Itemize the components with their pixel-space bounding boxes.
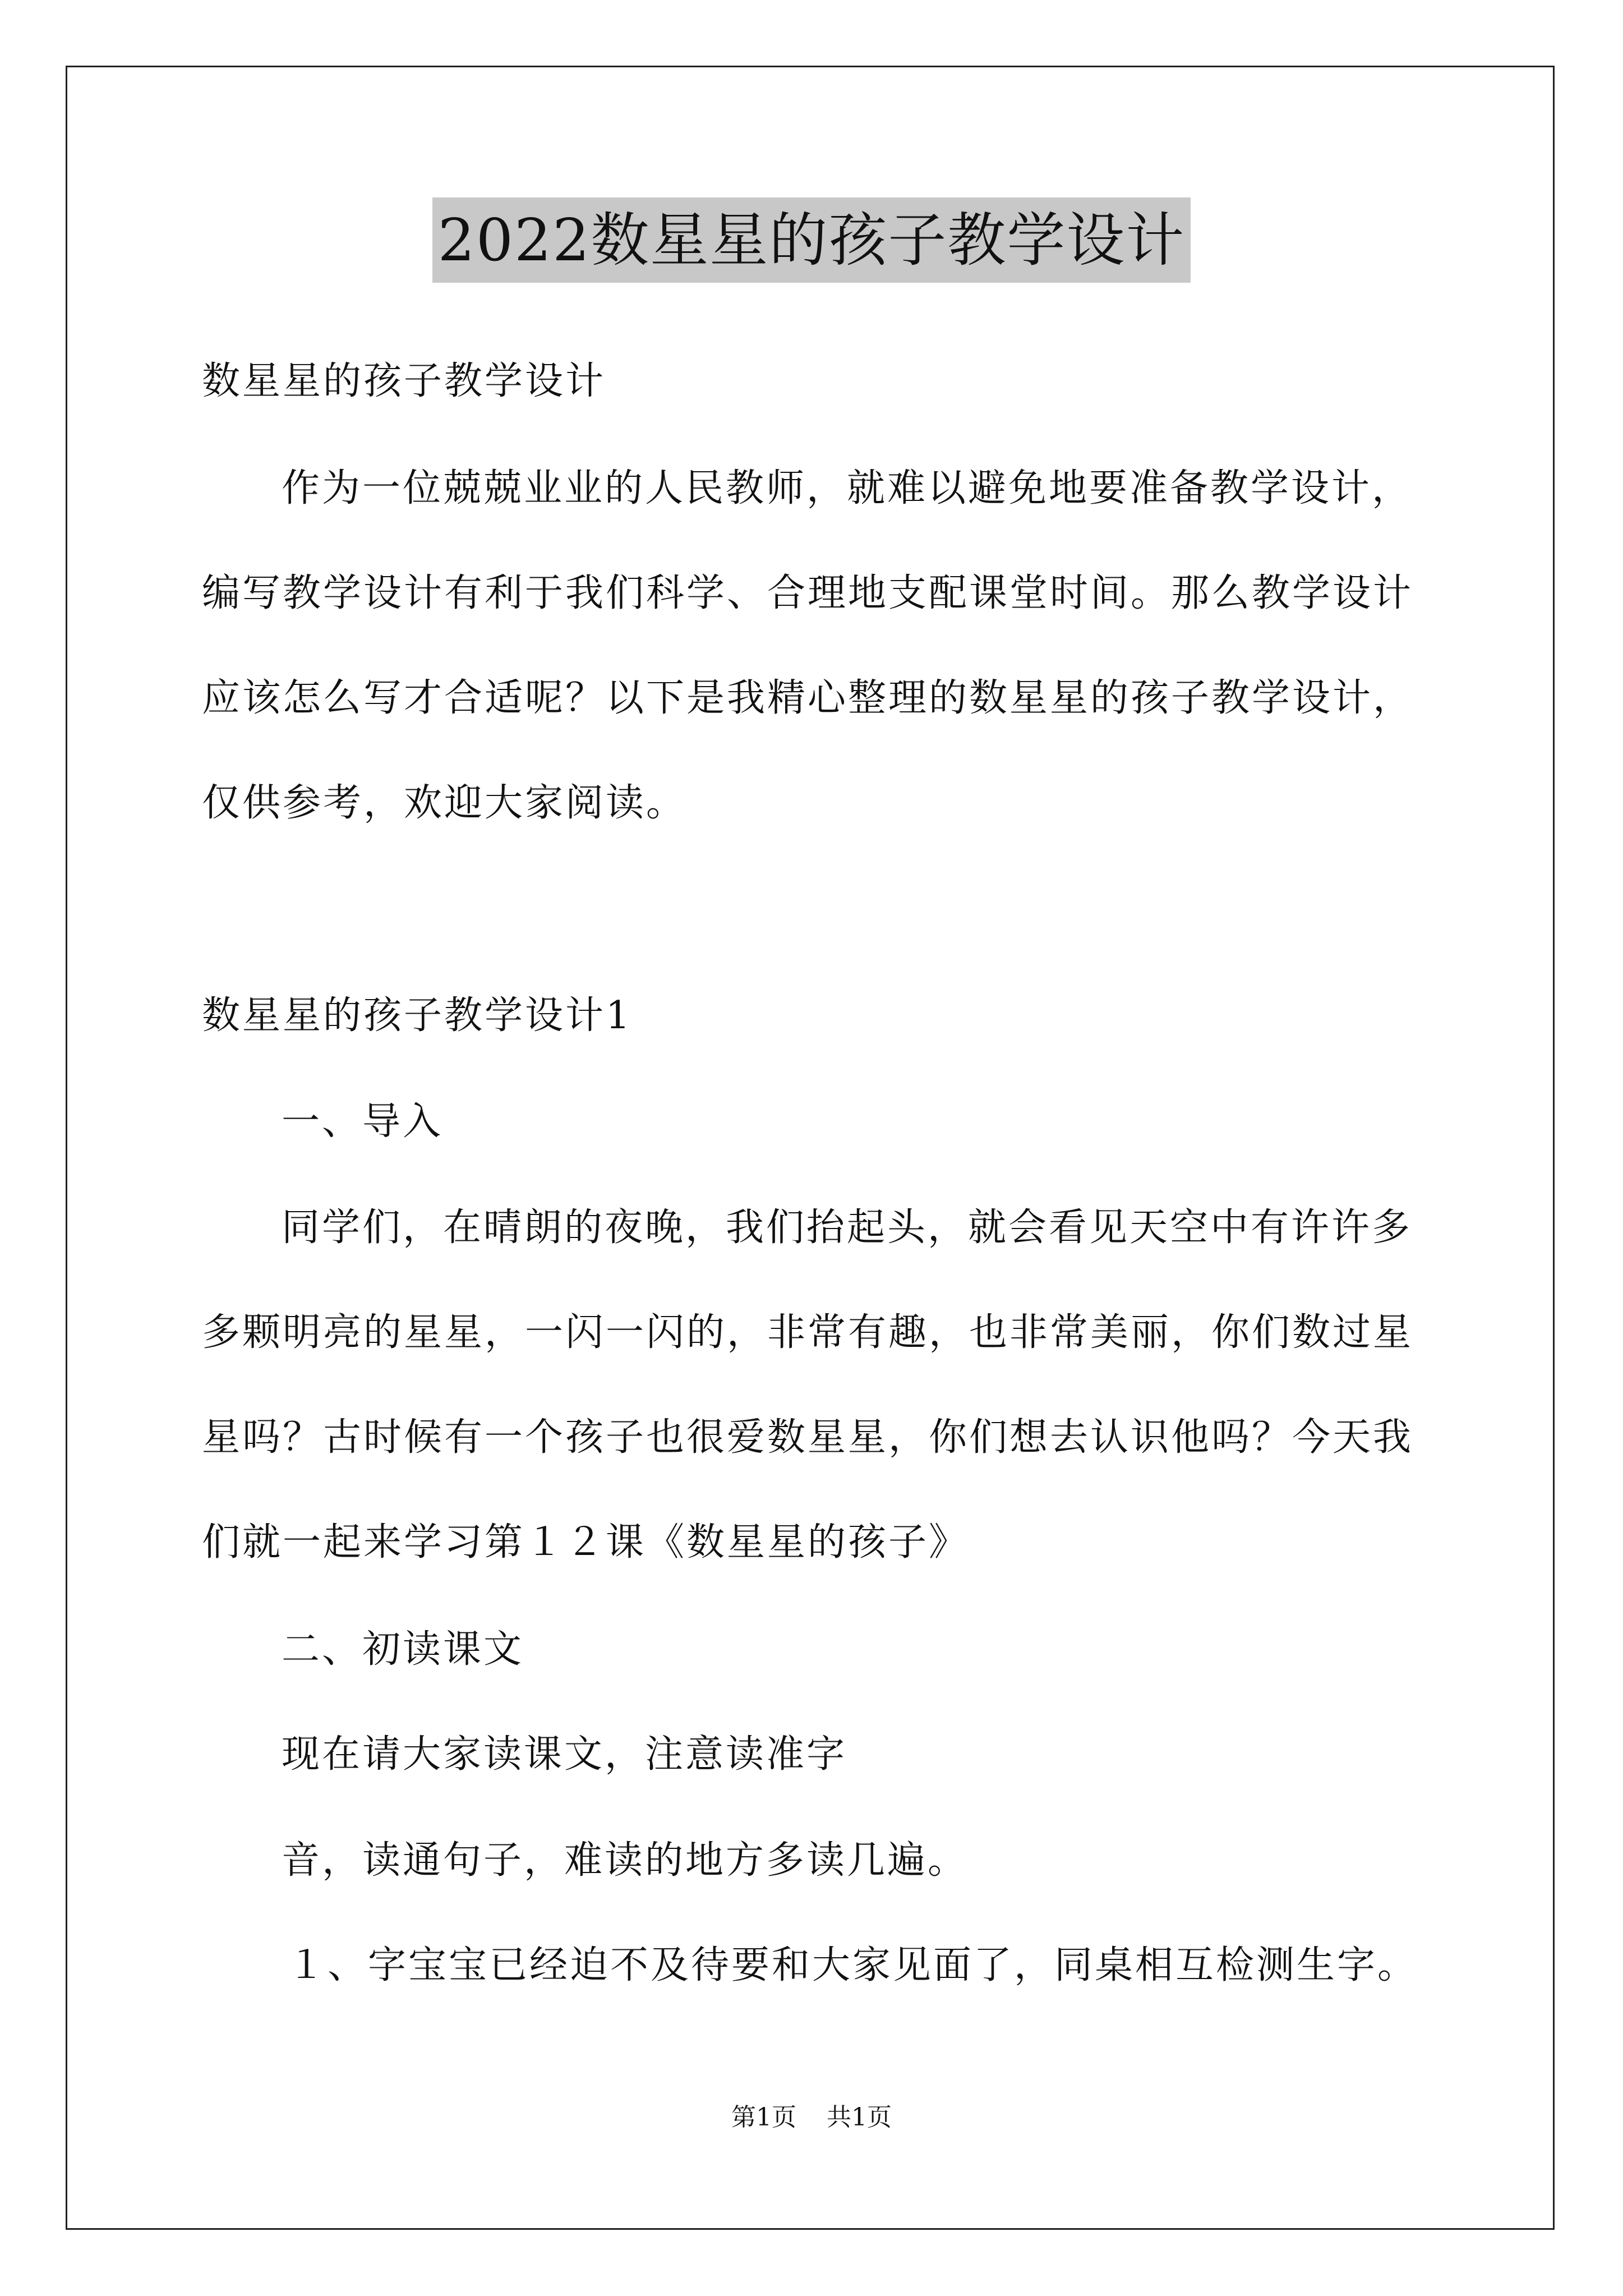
intro-line-4: 仅供参考，欢迎大家阅读。 xyxy=(202,781,687,825)
page-footer xyxy=(0,2101,1623,2134)
intro-line-3: 应该怎么写才合适呢？以下是我精心整理的数星星的孩子教学设计， xyxy=(202,676,1414,720)
part1-line-4: 们就一起来学习第１２课《数星星的孩子》 xyxy=(202,1520,970,1565)
part1-line-3: 星吗？古时候有一个孩子也很爱数星星，你们想去认识他吗？今天我 xyxy=(202,1415,1414,1460)
part2-heading: 二、初读课文 xyxy=(282,1627,524,1672)
page-number-current: 第1页 xyxy=(731,2103,796,2132)
intro-line-1: 作为一位兢兢业业的人民教师，就难以避免地要准备教学设计， xyxy=(282,466,1413,510)
title-container xyxy=(0,197,1623,283)
section-heading: 数星星的孩子教学设计1 xyxy=(202,993,633,1038)
intro-line-2: 编写教学设计有利于我们科学、合理地支配课堂时间。那么教学设计 xyxy=(202,571,1414,615)
part1-line-2: 多颗明亮的星星，一闪一闪的，非常有趣，也非常美丽，你们数过星 xyxy=(202,1310,1414,1355)
list-item-1: １、字宝宝已经迫不及待要和大家见面了，同桌相互检测生字。 xyxy=(287,1943,1418,1987)
part1-line-1: 同学们，在晴朗的夜晚，我们抬起头，就会看见天空中有许许多 xyxy=(282,1205,1413,1250)
page-number-total: 共1页 xyxy=(827,2103,892,2132)
document-title: 2022数星星的孩子教学设计 xyxy=(432,197,1191,283)
document-subtitle: 数星星的孩子教学设计 xyxy=(202,359,606,403)
part1-heading: 一、导入 xyxy=(282,1099,444,1144)
part2-line-1: 现在请大家读课文，注意读准字 xyxy=(282,1732,847,1777)
part2-line-2: 音，读通句子，难读的地方多读几遍。 xyxy=(282,1838,969,1883)
